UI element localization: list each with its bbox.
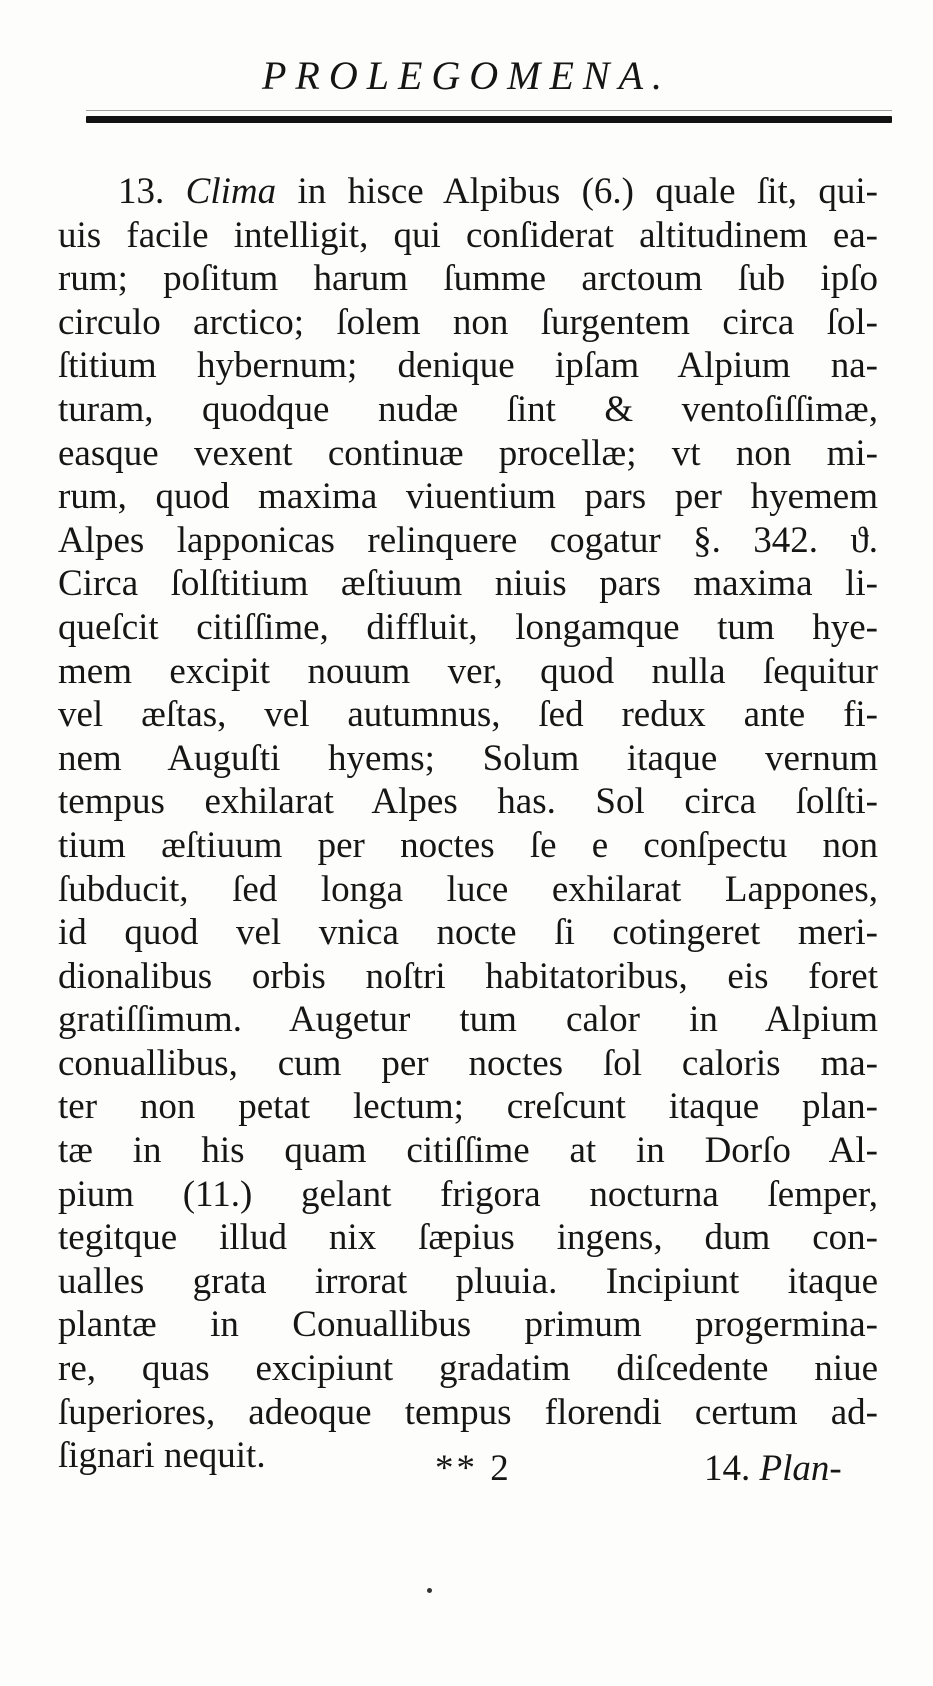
line-text: vel æſtas, vel autumnus, ſed redux ante fi- (58, 694, 878, 736)
text-line (58, 257, 878, 301)
line-text: Circa ſolſtitium æſtiuum niuis pars maxima li- (58, 563, 878, 605)
catchword (704, 1447, 842, 1490)
text-line (58, 1129, 878, 1173)
header-rule (86, 116, 892, 123)
line-text: rum; poſitum harum ſumme arctoum ſub ipſo (58, 258, 878, 300)
text-line (58, 1391, 878, 1435)
line-text: gratiſſimum. Augetur tum calor in Alpium (58, 999, 878, 1041)
text-line (58, 432, 878, 476)
text-line (58, 1173, 878, 1217)
page-dot-mark (427, 1588, 432, 1593)
line-text: nem Auguſti hyems; Solum itaque vernum (58, 737, 878, 779)
catchword-word: Plan- (759, 1448, 842, 1489)
line-text: conuallibus, cum per noctes ſol caloris ma- (58, 1042, 878, 1084)
line-text: circulo arctico; ſolem non ſurgentem circa ſol- (58, 301, 878, 343)
text-line (58, 824, 878, 868)
line-text: ſubducit, ſed longa luce exhilarat Lappones, (58, 868, 878, 910)
paragraph-number: 13. (118, 171, 165, 212)
header-rule-thin (86, 110, 892, 111)
text-line (58, 650, 878, 694)
line-text: in hisce Alpibus (6.) quale ſit, qui- (297, 171, 878, 212)
line-text: tegitque illud nix ſæpius ingens, dum con- (58, 1217, 878, 1259)
text-line (58, 780, 878, 824)
text-line (58, 301, 878, 345)
line-text: plantæ in Conuallibus primum progermina- (58, 1304, 878, 1346)
text-line (58, 344, 878, 388)
line-text: pium (11.) gelant frigora nocturna ſemper, (58, 1173, 878, 1215)
text-line (58, 911, 878, 955)
line-text: re, quas excipiunt gradatim diſcedente niue (58, 1348, 878, 1390)
line-text: ſtitium hybernum; denique ipſam Alpium na- (58, 345, 878, 387)
line-text: ter non petat lectum; creſcunt itaque plan- (58, 1086, 878, 1128)
line-text: ſignari nequit. (58, 1435, 266, 1477)
text-line (58, 1347, 878, 1391)
text-line (58, 1042, 878, 1086)
line-text: ſuperiores, adeoque tempus florendi certum ad- (58, 1391, 878, 1433)
line-text: mem excipit nouum ver, quod nulla ſequitur (58, 650, 878, 692)
text-line (58, 868, 878, 912)
line-text: ualles grata irrorat pluuia. Incipiunt itaque (58, 1260, 878, 1302)
text-line (58, 998, 878, 1042)
line-text: turam, quodque nudæ ſint & ventoſiſſimæ, (58, 388, 878, 430)
line-text: queſcit citiſſime, diffluit, longamque tum hye- (58, 606, 878, 648)
line-text: tium æſtiuum per noctes ſe e conſpectu non (58, 824, 878, 866)
text-line (58, 388, 878, 432)
text-line (58, 562, 878, 606)
text-line (58, 519, 878, 563)
line-text: tempus exhilarat Alpes has. Sol circa ſolſti- (58, 781, 878, 823)
text-line (58, 737, 878, 781)
text-line (58, 1085, 878, 1129)
text-line (58, 214, 878, 258)
text-line (58, 1216, 878, 1260)
italic-lead-word: Clima (185, 171, 277, 212)
line-text: Alpes lapponicas relinquere cogatur §. 342. ϑ. (58, 519, 878, 561)
line-text: id quod vel vnica nocte ſi cotingeret meri- (58, 912, 878, 954)
catchword-number: 14. (704, 1448, 751, 1489)
line-text: dionalibus orbis noſtri habitatoribus, eis foret (58, 955, 878, 997)
text-line (58, 693, 878, 737)
line-text: easque vexent continuæ procellæ; vt non mi- (58, 432, 878, 474)
line-text: rum, quod maxima viuentium pars per hyemem (58, 476, 878, 518)
text-line (58, 475, 878, 519)
paragraph-13 (58, 170, 878, 1478)
text-line (58, 1303, 878, 1347)
text-line (58, 1260, 878, 1304)
line-text: tæ in his quam citiſſime at in Dorſo Al- (58, 1130, 878, 1172)
running-head: PROLEGOMENA. (261, 53, 672, 98)
signature-mark: ** 2 (435, 1448, 512, 1489)
line-text: uis facile intelligit, qui conſiderat altitudinem ea- (58, 214, 878, 256)
text-line (58, 170, 878, 214)
page-footer (0, 1447, 933, 1497)
text-line (58, 606, 878, 650)
text-line (58, 955, 878, 999)
